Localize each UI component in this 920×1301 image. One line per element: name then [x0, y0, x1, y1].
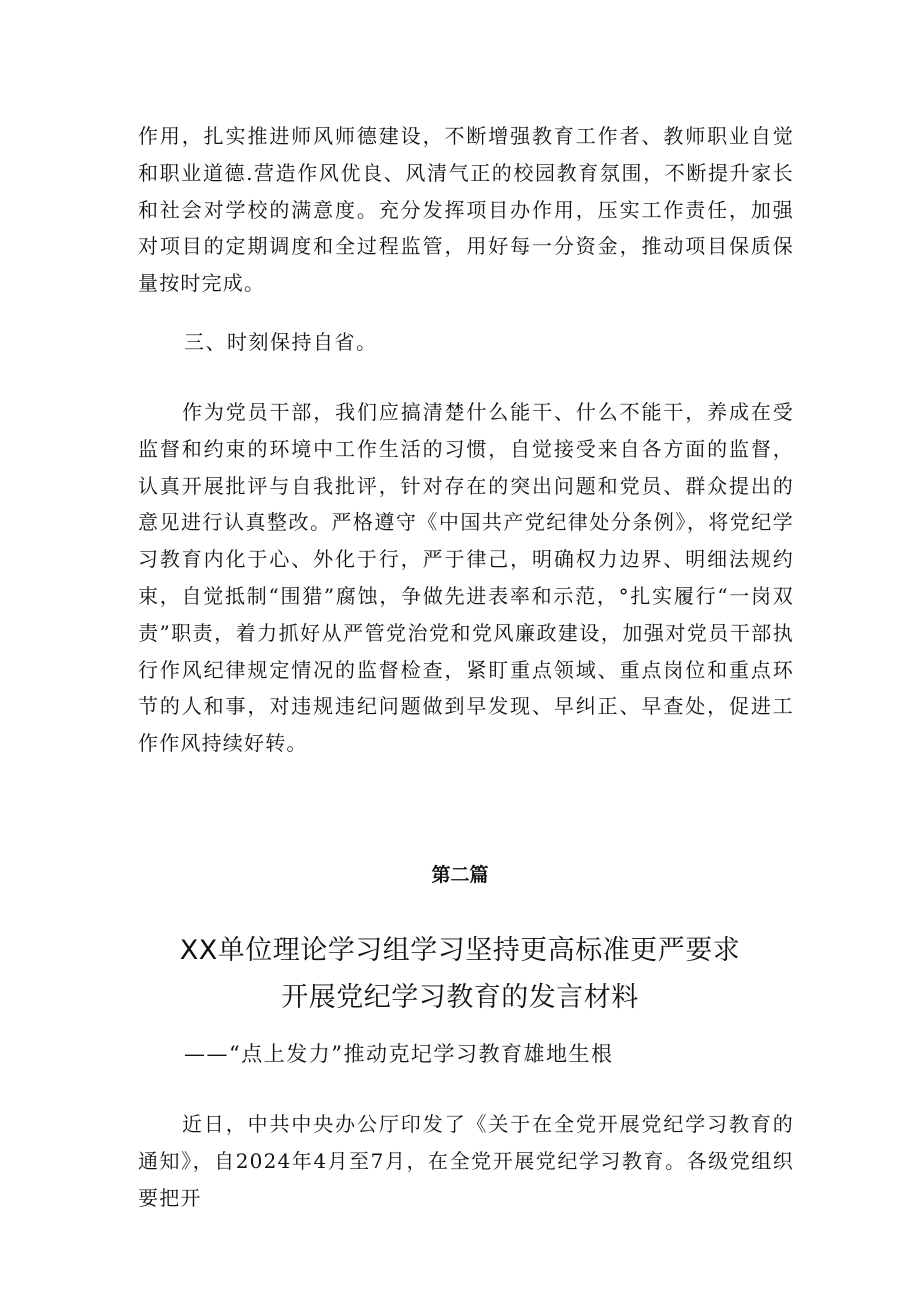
body-paragraph-1: 作用，扎实推进师风师德建设，不断增强教育工作者、教师职业自觉和职业道德.营造作风优良、风清气正的校园教育氛围，不断提升家长和社会对学校的满意度。充分发挥项目办作用，压实工作责任，加强对项目的定期调度和全过程监管，用好每一分资金，推动项目保质保量按时完成。	[138, 124, 794, 296]
document-title-line-1: XX单位理论学习组学习坚持更高标准更严要求	[179, 935, 741, 966]
document-subtitle: ——“点上发力”推动克圮学习教育雄地生根	[184, 1042, 614, 1066]
document-title-line-2: 开展党纪学习教育的发言材料	[281, 982, 639, 1013]
body-paragraph-3: 近日，中共中央办公厅印发了《关于在全党开展党纪学习教育的通知》，自2024年4月至7月，在全党开展党纪学习教育。各级党组织要把开	[138, 1112, 794, 1210]
body-paragraph-2: 作为党员干部，我们应搞清楚什么能干、什么不能干，养成在受监督和约束的环境中工作生活的习惯，自觉接受来自各方面的监督，认真开展批评与自我批评，针对存在的突出问题和党员、群众提出的意见进行认真整改。严格遵守《中国共产党纪律处分条例》，将党纪学习教育内化于心、外化于行，严于律己，明确权力边界、明细法规约束，自觉抵制“围猎”腐蚀，争做先进表率和示范，°扎实履行“一岗双责”职责，着力抓好从严管党治党和党风廉政建设，加强对党员干部执行作风纪律规定情况的监督检查，紧盯重点领域、重点岗位和重点环节的人和事，对违规违纪问题做到早发现、早纠正、早查处，促进工作作风持续好转。	[138, 400, 794, 756]
section-heading-3: 三、时刻保持自省。	[184, 330, 378, 354]
section-label: 第二篇	[431, 864, 489, 886]
